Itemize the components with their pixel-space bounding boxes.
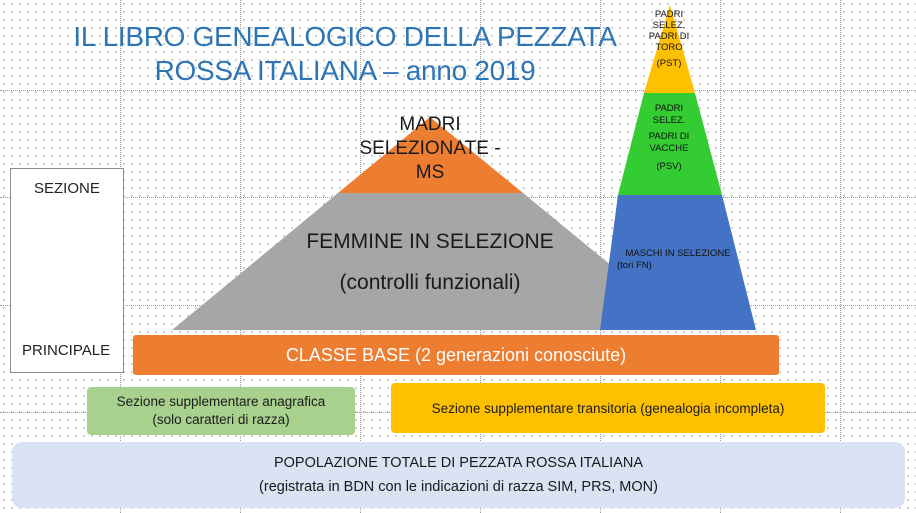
selected-mothers-line-2: SELEZIONATE - — [359, 138, 501, 159]
supplementary-transitoria-label: Sezione supplementare transitoria (genealogia incompleta) — [431, 400, 785, 416]
psv-line-5: (PSV) — [656, 161, 682, 172]
pst-line-4: TORO — [655, 42, 683, 53]
supplementary-anagrafica-box — [87, 387, 355, 435]
supplementary-anagrafica-line-1: Sezione supplementare anagrafica — [116, 394, 326, 409]
total-population-line-2: (registrata in BDN con le indicazioni di razza SIM, PRS, MON) — [259, 479, 658, 495]
psv-line-4: VACCHE — [649, 143, 689, 154]
classe-base-bar — [133, 335, 779, 375]
females-selection-subheading: (controlli funzionali) — [339, 271, 521, 294]
pst-label — [630, 9, 708, 69]
total-population-box — [12, 442, 905, 508]
pst-line-3: PADRI DI — [648, 31, 690, 42]
females-selection-heading: FEMMINE IN SELEZIONE — [306, 230, 554, 253]
psv-line-3: PADRI DI — [648, 131, 690, 142]
selected-mothers-label — [340, 113, 520, 185]
psv-label — [630, 103, 708, 173]
supplementary-transitoria-box — [391, 383, 825, 433]
males-selection-line-1: MASCHI IN SELEZIONE — [625, 248, 731, 259]
classe-base-label: CLASSE BASE (2 generazioni conosciute) — [285, 344, 627, 365]
pst-line-1: PADRI — [654, 9, 684, 20]
pst-line-2: SELEZ. — [652, 20, 686, 31]
title-line-2: ROSSA ITALIANA – anno 2019 — [154, 55, 536, 86]
supplementary-anagrafica-line-2: (solo caratteri di razza) — [152, 412, 290, 427]
psv-line-2: SELEZ. — [652, 115, 686, 126]
pst-line-5: (PST) — [656, 58, 682, 69]
section-label-bottom: PRINCIPALE — [22, 342, 111, 359]
total-population-line-1: POPOLAZIONE TOTALE DI PEZZATA ROSSA ITALIANA — [273, 455, 644, 471]
selected-mothers-line-3: MS — [415, 162, 445, 183]
selected-mothers-line-1: MADRI — [399, 114, 461, 135]
males-selection-line-2: (tori FN) — [617, 260, 652, 271]
males-selection-label — [603, 248, 753, 272]
section-label-top: SEZIONE — [34, 180, 100, 197]
title-line-1: IL LIBRO GENEALOGICO DELLA PEZZATA — [73, 21, 617, 52]
psv-line-1: PADRI — [654, 103, 684, 114]
